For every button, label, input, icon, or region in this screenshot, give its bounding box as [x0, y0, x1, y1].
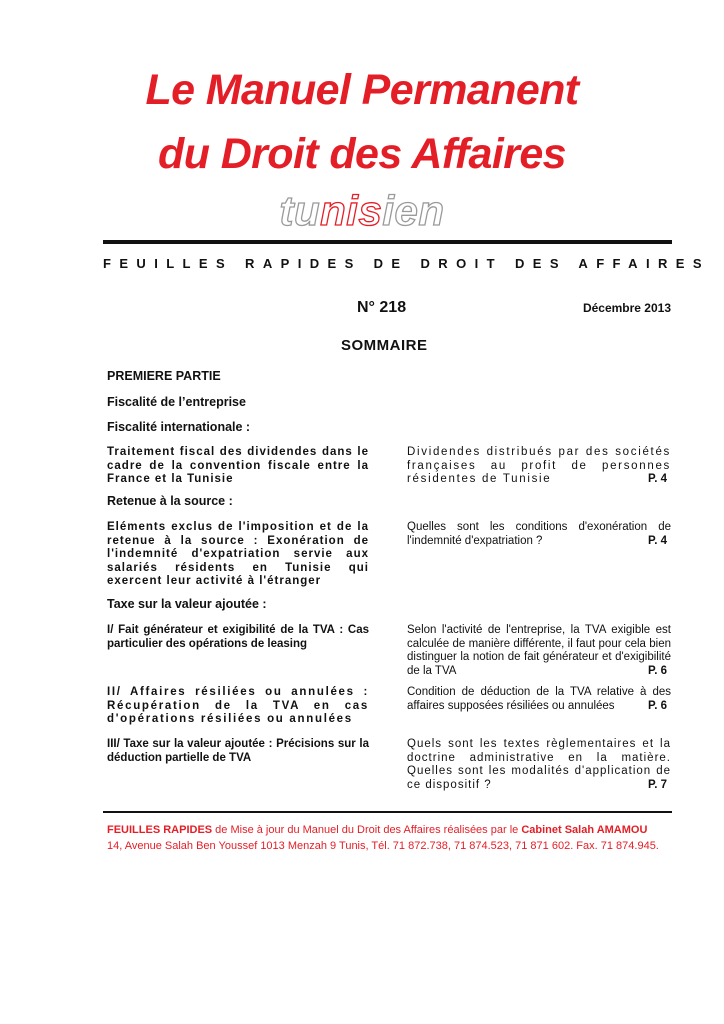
wordmark-part-a: tu [279, 187, 321, 234]
footer-address: 14, Avenue Salah Ben Youssef 1013 Menzah 9 Tunis, Tél. 71 872.738, 71 874.523, 71 871 602. Fax. 71 874.945. [107, 840, 659, 852]
section-fiscalite-internationale: Fiscalité internationale : [107, 420, 251, 434]
entry-summary-1 [407, 446, 671, 487]
entry-summary-text-4: Condition de déduction de la TVA relative à des affaires supposées résiliées ou annulées [407, 686, 671, 712]
title-line-2: du Droit des Affaires [158, 130, 566, 178]
entry-title-5: III/ Taxe sur la valeur ajoutée : Précisions sur la déduction partielle de TVA [107, 738, 369, 764]
title-line-1: Le Manuel Permanent [145, 66, 579, 114]
section-fiscalite-entreprise: Fiscalité de l’entreprise [107, 395, 246, 409]
entry-page-1: P. 4 [648, 473, 667, 485]
entry-title-1: Traitement fiscal des dividendes dans le cadre de la convention fiscale entre la France et la Tunisie [107, 446, 369, 485]
entry-title-2: Eléments exclus de l'imposition et de la retenue à la source : Exonération de l'indemnité d'expatriation servie aux salariés résidents en Tunisie qui exercent leur activité à l'étranger [107, 521, 369, 587]
entry-summary-4 [407, 686, 671, 713]
kicker: FEUILLES RAPIDES DE DROIT DES AFFAIRES [103, 256, 710, 271]
top-divider [103, 240, 672, 244]
entry-title-3: I/ Fait générateur et exigibilité de la TVA : Cas particulier des opérations de leasing [107, 624, 369, 650]
entry-page-2: P. 4 [648, 534, 667, 547]
part-heading: PREMIERE PARTIE [107, 369, 221, 383]
tunisien-wordmark [0, 186, 724, 236]
wordmark-part-c: ien [382, 187, 445, 234]
footer-cabinet: Cabinet Salah AMAMOU [521, 824, 648, 836]
sommaire-heading: SOMMAIRE [341, 337, 428, 354]
issue-number: N° 218 [357, 299, 407, 316]
entry-page-3: P. 6 [648, 664, 667, 677]
entry-page-5: P. 7 [648, 778, 667, 791]
entry-page-4: P. 6 [648, 699, 667, 712]
entry-summary-text-2: Quelles sont les conditions d'exonération de l'indemnité d'expatriation ? [407, 521, 671, 547]
bottom-divider [103, 811, 672, 813]
wordmark-part-b: nis [320, 187, 383, 234]
entry-summary-5 [407, 738, 671, 792]
entry-summary-3 [407, 624, 671, 678]
footer-text: de Mise à jour du Manuel du Droit des Affaires réalisées par le [212, 824, 522, 836]
issue-date: Décembre 2013 [582, 301, 671, 315]
entry-summary-2 [407, 521, 671, 548]
footer-line-1 [107, 824, 673, 836]
entry-title-4: II/ Affaires résiliées ou annulées : Récupération de la TVA en cas d'opérations résiliées ou annulées [107, 686, 369, 725]
entry-summary-text-1: Dividendes distribués par des sociétés françaises au profit de personnes résidentes de Tunisie [407, 446, 671, 485]
entry-summary-text-5: Quels sont les textes règlementaires et la doctrine administrative en la matière. Quelles sont les modalités d'application de ce dispositif ? [407, 738, 671, 791]
section-retenue-source: Retenue à la source : [107, 494, 233, 508]
entry-summary-text-3: Selon l'activité de l'entreprise, la TVA exigible est calculée de manière différente, il faut pour cela bien distinguer la notion de fait générateur et d'exigibilité de la TVA [407, 624, 671, 677]
footer-brand: FEUILLES RAPIDES [107, 824, 213, 836]
section-tva: Taxe sur la valeur ajoutée : [107, 597, 267, 611]
